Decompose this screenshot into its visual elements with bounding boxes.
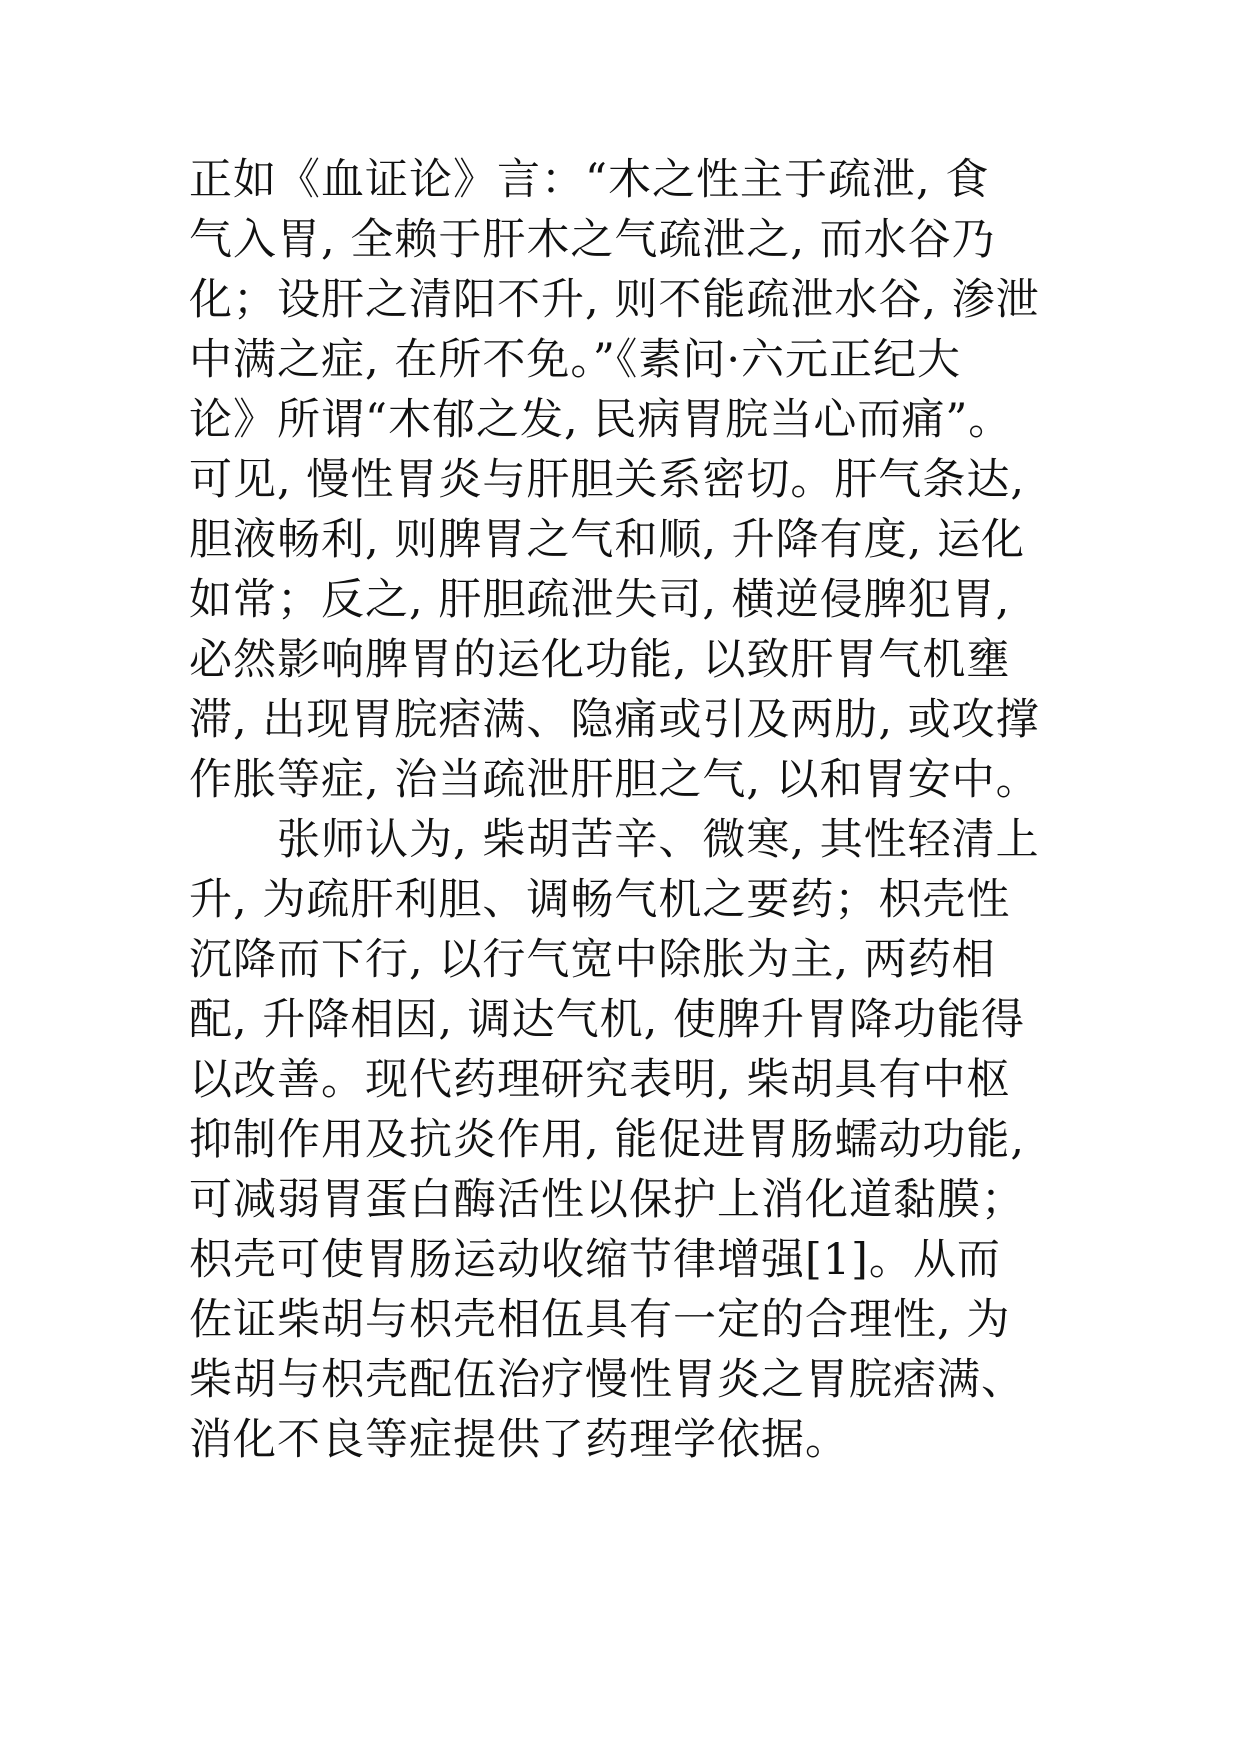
- text-line: 中满之症, 在所不免。”《素问·六元正纪大: [189, 335, 961, 385]
- text-line: 可见, 慢性胃炎与肝胆关系密切。肝气条达,: [189, 455, 1026, 505]
- text-line: 升, 为疏肝利胆、调畅气机之要药；枳壳性: [189, 875, 1011, 925]
- text-line: 胆液畅利, 则脾胃之气和顺, 升降有度, 运化: [189, 515, 1026, 565]
- text-line: 配, 升降相因, 调达气机, 使脾升胃降功能得: [189, 995, 1026, 1045]
- text-line: 佐证柴胡与枳壳相伍具有一定的合理性, 为: [189, 1295, 1011, 1345]
- text-line: 论》所谓“木郁之发, 民病胃脘当心而痛”。: [189, 395, 1013, 445]
- text-line: 柴胡与枳壳配伍治疗慢性胃炎之胃脘痞满、: [189, 1355, 1025, 1405]
- text-line: 正如《血证论》言：“木之性主于疏泄, 食: [189, 155, 990, 205]
- text-line: 滞, 出现胃脘痞满、隐痛或引及两肋, 或攻撑: [189, 695, 1040, 745]
- text-line: 气入胃, 全赖于肝木之气疏泄之, 而水谷乃: [189, 215, 996, 265]
- text-line: 作胀等症, 治当疏泄肝胆之气, 以和胃安中。: [189, 755, 1040, 805]
- body-text: [189, 150, 1069, 1470]
- text-line: 张师认为, 柴胡苦辛、微寒, 其性轻清上: [189, 815, 1040, 865]
- text-line: 以改善。现代药理研究表明, 柴胡具有中枢: [189, 1055, 1011, 1105]
- text-line: 消化不良等症提供了药理学依据。: [189, 1415, 849, 1465]
- text-line: 如常；反之, 肝胆疏泄失司, 横逆侵脾犯胃,: [189, 575, 1011, 625]
- text-line: 抑制作用及抗炎作用, 能促进胃肠蠕动功能,: [189, 1115, 1026, 1165]
- text-line: 沉降而下行, 以行气宽中除胀为主, 两药相: [189, 935, 996, 985]
- text-line: 枳壳可使胃肠运动收缩节律增强[1]。从而: [189, 1235, 1001, 1285]
- text-line: 必然影响脾胃的运化功能, 以致肝胃气机壅: [189, 635, 1011, 685]
- text-line: 化；设肝之清阳不升, 则不能疏泄水谷, 渗泄: [189, 275, 1040, 325]
- text-line: 可减弱胃蛋白酶活性以保护上消化道黏膜；: [189, 1175, 1025, 1225]
